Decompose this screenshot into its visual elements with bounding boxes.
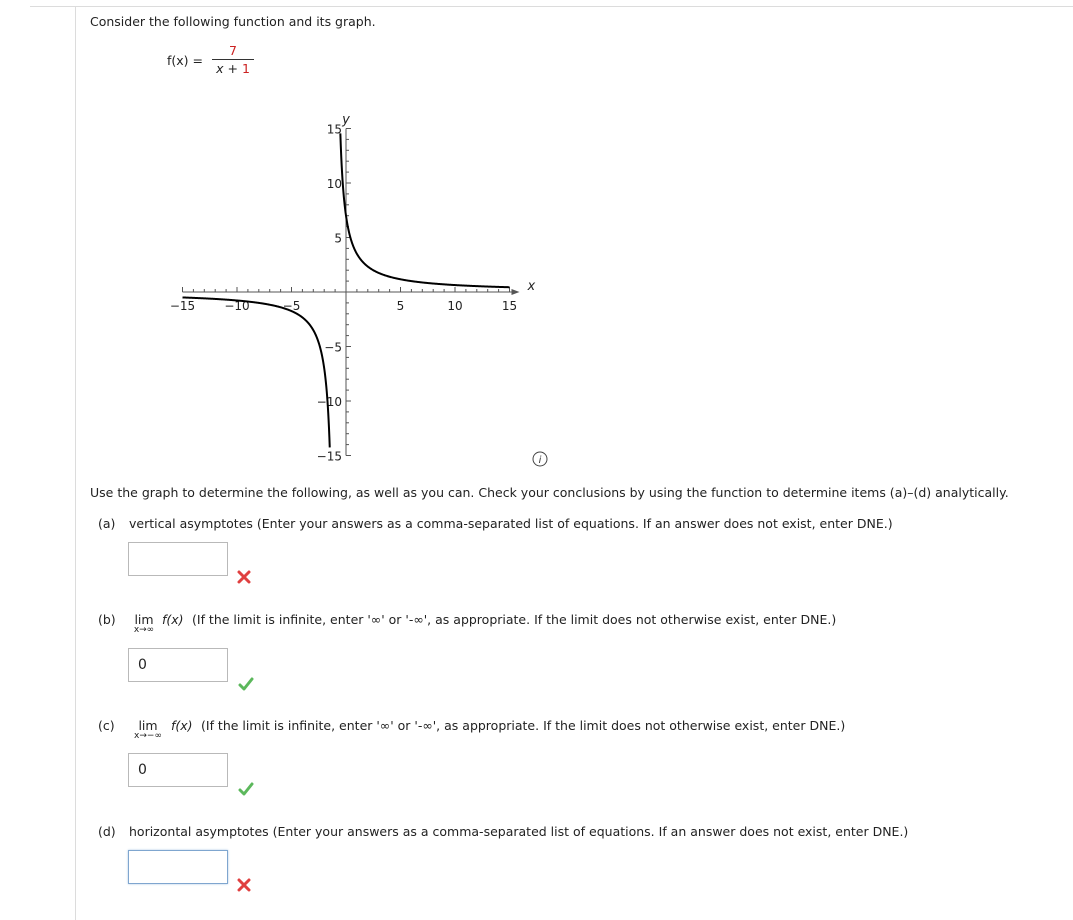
part-d-letter: (d) xyxy=(98,824,116,839)
curve-left-branch xyxy=(183,297,330,447)
part-c-function: f(x) xyxy=(171,718,193,733)
y-tick-label: 10 xyxy=(326,177,342,191)
incorrect-x-icon xyxy=(236,569,252,585)
y-axis-label: y xyxy=(342,112,350,128)
curve-right-branch xyxy=(340,133,509,287)
denominator-operator: + xyxy=(223,61,242,76)
x-tick-label: −15 xyxy=(169,299,196,313)
function-lhs xyxy=(167,53,203,68)
x-tick-label: 5 xyxy=(396,299,405,313)
instructions-text: Use the graph to determine the following, as well as you can. Check your conclusions by using the function to determine items (a)–(d) analytically. xyxy=(90,485,1009,500)
function-name: f(x) xyxy=(167,53,189,68)
y-tick-label: −15 xyxy=(316,449,342,464)
part-d-prompt: horizontal asymptotes (Enter your answers as a comma-separated list of equations. If an answer does not exist, enter DNE.) xyxy=(129,824,909,839)
top-divider xyxy=(30,6,1073,7)
part-b-prompt: (If the limit is infinite, enter '∞' or '-∞', as appropriate. If the limit does not otherwise exist, enter DNE.) xyxy=(192,612,837,627)
y-tick-label: 15 xyxy=(326,122,342,137)
correct-check-icon xyxy=(238,676,254,692)
part-b-answer-input[interactable]: 0 xyxy=(128,648,228,682)
incorrect-x-icon xyxy=(236,877,252,893)
tick-labels xyxy=(170,123,517,464)
part-b-lim-word: lim xyxy=(134,612,154,627)
part-a-answer-input[interactable] xyxy=(128,542,228,576)
x-tick-label: −5 xyxy=(282,299,301,313)
part-d-answer-input[interactable] xyxy=(128,850,228,884)
x-axis-arrow xyxy=(512,289,520,295)
part-c-prompt: (If the limit is infinite, enter '∞' or '-∞', as appropriate. If the limit does not otherwise exist, enter DNE.) xyxy=(201,718,846,733)
x-tick-label: −10 xyxy=(224,299,250,313)
part-c-lim-word: lim xyxy=(138,718,158,733)
fraction-denominator xyxy=(212,62,254,76)
y-tick-label: −5 xyxy=(324,340,342,355)
y-tick-label: 5 xyxy=(334,231,342,246)
part-b-letter: (b) xyxy=(98,612,116,627)
denominator-variable: x xyxy=(216,61,224,76)
info-icon[interactable] xyxy=(532,451,548,467)
y-tick-label: −10 xyxy=(316,395,342,409)
correct-check-icon xyxy=(238,781,254,797)
info-icon-glyph: i xyxy=(538,455,542,466)
fraction-bar xyxy=(212,59,254,60)
part-b-function: f(x) xyxy=(162,612,184,627)
intro-text: Consider the following function and its graph. xyxy=(90,14,376,29)
fraction-numerator: 7 xyxy=(229,43,237,58)
part-a-prompt: vertical asymptotes (Enter your answers as a comma-separated list of equations. If an answer does not exist, enter DNE.) xyxy=(129,516,893,531)
part-b-limit xyxy=(129,612,159,635)
part-c-answer-input[interactable]: 0 xyxy=(128,753,228,787)
part-b-lim-subscript: x→∞ xyxy=(133,625,155,635)
part-c-letter: (c) xyxy=(98,718,115,733)
function-graph xyxy=(160,95,540,470)
function-fraction xyxy=(212,44,254,76)
part-a-letter: (a) xyxy=(98,516,116,531)
x-axis-label: x xyxy=(527,279,536,294)
equals-sign: = xyxy=(192,53,204,68)
part-c-limit xyxy=(129,718,167,741)
part-c-lim-subscript: x→−∞ xyxy=(134,731,162,741)
x-tick-label: 15 xyxy=(501,299,518,313)
x-tick-label: 10 xyxy=(447,299,463,313)
denominator-constant: 1 xyxy=(241,61,250,76)
left-divider xyxy=(75,6,76,920)
